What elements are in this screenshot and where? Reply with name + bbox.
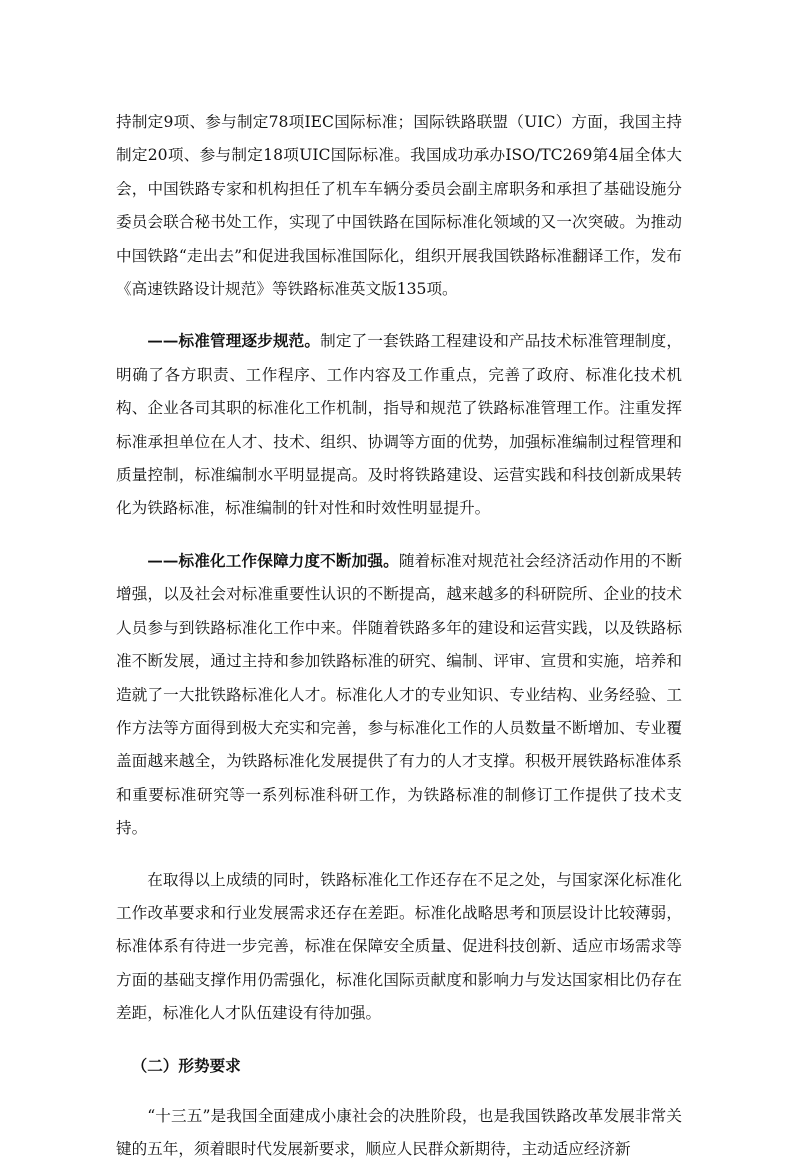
paragraph-standard-management — [116, 324, 682, 525]
paragraph-thirteenth-five-year: “十三五”是我国全面建成小康社会的决胜阶段，也是我国铁路改革发展非常关键的五年，须着眼时代发展新要求，顺应人民群众新期待，主动适应经济新 — [116, 1106, 682, 1159]
paragraph-body-standard-management: 制定了一套铁路工程建设和产品技术标准管理制度，明确了各方职责、工作程序、工作内容及工作重点，完善了政府、标准化技术机构、企业各司其职的标准化工作机制，指导和规范了铁路标准管理工作。注重发挥标准承担单位在人才、技术、组织、协调等方面的优势，加强标准编制过程管理和质量控制，标准编制水平明显提高。及时将铁路建设、运营实践和科技创新成果转化为铁路标准，标准编制的针对性和时效性明显提升。 — [116, 332, 682, 518]
paragraph-shortcomings: 在取得以上成绩的同时，铁路标准化工作还存在不足之处，与国家深化标准化工作改革要求和行业发展需求还存在差距。标准化战略思考和顶层设计比较薄弱，标准体系有待进一步完善，标准在保障安全质量、促进科技创新、适应市场需求等方面的基础支撑作用仍需强化，标准化国际贡献度和影响力与发达国家相比仍存在差距，标准化人才队伍建设有待加强。 — [116, 870, 682, 1023]
section-heading-situation-requirements: （二）形势要求 — [131, 1055, 241, 1075]
paragraph-international-standards: 持制定9项、参与制定78项IEC国际标准；国际铁路联盟（UIC）方面，我国主持制定20项、参与制定18项UIC国际标准。我国成功承办ISO/TC269第4届全体大会，中国铁路专家和机构担任了机车车辆分委员会副主席职务和承担了基础设施分委员会联合秘书处工作，实现了中国铁路在国际标准化领域的又一次突破。为推动中国铁路“走出去”和促进我国标准国际化，组织开展我国铁路标准翻译工作，发布《高速铁路设计规范》等铁路标准英文版135项。 — [116, 113, 682, 299]
paragraph-standardization-support — [116, 544, 682, 846]
paragraph-lead-standardization-support: ——标准化工作保障力度不断加强。 — [147, 550, 399, 570]
paragraph-body-standardization-support: 随着标准对规范社会经济活动作用的不断增强，以及社会对标准重要性认识的不断提高，越来越多的科研院所、企业的技术人员参与到铁路标准化工作中来。伴随着铁路多年的建设和运营实践，以及铁路标准不断发展，通过主持和参加铁路标准的研究、编制、评审、宣贯和实施，培养和造就了一大批铁路标准化人才。标准化人才的专业知识、专业结构、业务经验、工作方法等方面得到极大充实和完善，参与标准化工作的人员数量不断增加、专业覆盖面越来越全，为铁路标准化发展提供了有力的人才支撑。积极开展铁路标准体系和重要标准研究等一系列标准科研工作，为铁路标准的制修订工作提供了技术支持。 — [116, 551, 682, 838]
document-page — [116, 106, 682, 1167]
paragraph-lead-standard-management: ——标准管理逐步规范。 — [147, 331, 321, 351]
